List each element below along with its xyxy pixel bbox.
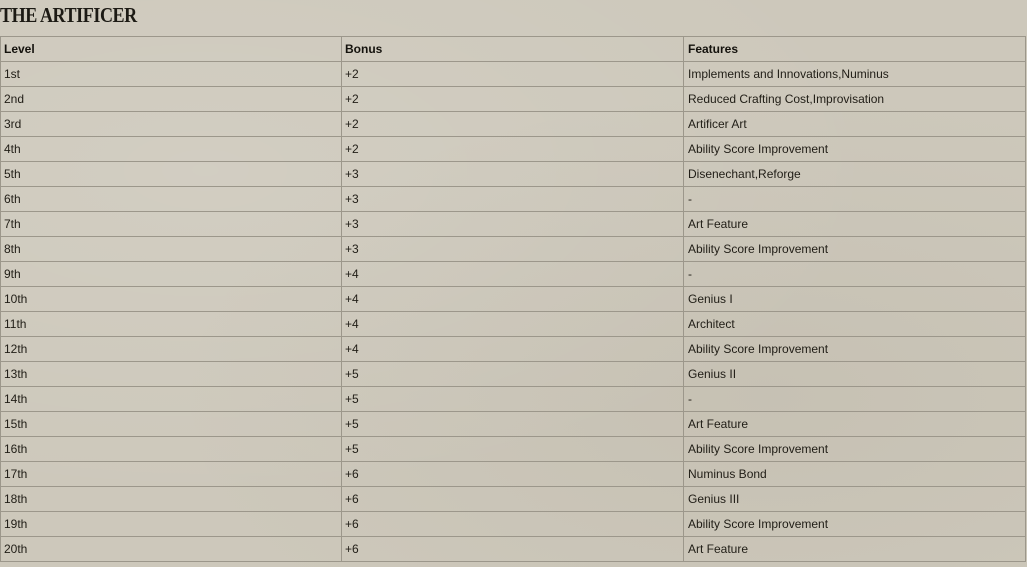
level-cell: 20th: [1, 537, 342, 562]
features-cell: -: [684, 262, 1026, 287]
level-cell: 7th: [1, 212, 342, 237]
bonus-cell: +3: [342, 237, 684, 262]
table-row: [1, 62, 1026, 87]
table-row: [1, 337, 1026, 362]
table-row: [1, 137, 1026, 162]
level-cell: 8th: [1, 237, 342, 262]
features-cell: Ability Score Improvement: [684, 512, 1026, 537]
column-header-level: Level: [1, 37, 342, 62]
features-cell: Genius I: [684, 287, 1026, 312]
table-row: [1, 237, 1026, 262]
level-cell: 19th: [1, 512, 342, 537]
level-cell: 14th: [1, 387, 342, 412]
table-body: [1, 62, 1026, 562]
table-row: [1, 87, 1026, 112]
table-row: [1, 437, 1026, 462]
level-cell: 17th: [1, 462, 342, 487]
bonus-cell: +4: [342, 312, 684, 337]
bonus-cell: +6: [342, 512, 684, 537]
features-cell: Ability Score Improvement: [684, 337, 1026, 362]
table-row: [1, 312, 1026, 337]
bonus-cell: +6: [342, 537, 684, 562]
level-cell: 2nd: [1, 87, 342, 112]
bonus-cell: +5: [342, 437, 684, 462]
table-row: [1, 362, 1026, 387]
bonus-cell: +2: [342, 137, 684, 162]
bonus-cell: +4: [342, 287, 684, 312]
level-cell: 9th: [1, 262, 342, 287]
bonus-cell: +6: [342, 462, 684, 487]
table-row: [1, 262, 1026, 287]
level-cell: 1st: [1, 62, 342, 87]
page-title: THE ARTIFICER: [0, 3, 137, 27]
level-cell: 5th: [1, 162, 342, 187]
bonus-cell: +6: [342, 487, 684, 512]
table-row: [1, 162, 1026, 187]
column-header-features: Features: [684, 37, 1026, 62]
column-header-bonus: Bonus: [342, 37, 684, 62]
features-cell: Ability Score Improvement: [684, 237, 1026, 262]
bonus-cell: +2: [342, 112, 684, 137]
level-cell: 13th: [1, 362, 342, 387]
features-cell: Numinus Bond: [684, 462, 1026, 487]
table-row: [1, 462, 1026, 487]
features-cell: Architect: [684, 312, 1026, 337]
features-cell: -: [684, 187, 1026, 212]
level-cell: 3rd: [1, 112, 342, 137]
features-cell: Implements and Innovations,Numinus: [684, 62, 1026, 87]
artificer-level-table: [0, 36, 1026, 562]
bonus-cell: +3: [342, 212, 684, 237]
bonus-cell: +3: [342, 162, 684, 187]
level-cell: 15th: [1, 412, 342, 437]
level-cell: 11th: [1, 312, 342, 337]
features-cell: Genius III: [684, 487, 1026, 512]
level-cell: 6th: [1, 187, 342, 212]
table-row: [1, 487, 1026, 512]
table-row: [1, 112, 1026, 137]
bonus-cell: +5: [342, 412, 684, 437]
table-row: [1, 187, 1026, 212]
features-cell: Genius II: [684, 362, 1026, 387]
table-row: [1, 212, 1026, 237]
table-row: [1, 537, 1026, 562]
bonus-cell: +5: [342, 362, 684, 387]
bonus-cell: +5: [342, 387, 684, 412]
table-row: [1, 387, 1026, 412]
features-cell: Art Feature: [684, 212, 1026, 237]
bonus-cell: +4: [342, 337, 684, 362]
level-cell: 18th: [1, 487, 342, 512]
features-cell: Reduced Crafting Cost,Improvisation: [684, 87, 1026, 112]
features-cell: Ability Score Improvement: [684, 437, 1026, 462]
features-cell: Disenechant,Reforge: [684, 162, 1026, 187]
features-cell: -: [684, 387, 1026, 412]
table-row: [1, 412, 1026, 437]
features-cell: Art Feature: [684, 537, 1026, 562]
table-row: [1, 512, 1026, 537]
level-cell: 10th: [1, 287, 342, 312]
level-cell: 16th: [1, 437, 342, 462]
bonus-cell: +2: [342, 87, 684, 112]
level-cell: 12th: [1, 337, 342, 362]
bonus-cell: +2: [342, 62, 684, 87]
bonus-cell: +3: [342, 187, 684, 212]
bonus-cell: +4: [342, 262, 684, 287]
features-cell: Artificer Art: [684, 112, 1026, 137]
level-cell: 4th: [1, 137, 342, 162]
table-header-row: [1, 37, 1026, 62]
features-cell: Art Feature: [684, 412, 1026, 437]
features-cell: Ability Score Improvement: [684, 137, 1026, 162]
table-row: [1, 287, 1026, 312]
